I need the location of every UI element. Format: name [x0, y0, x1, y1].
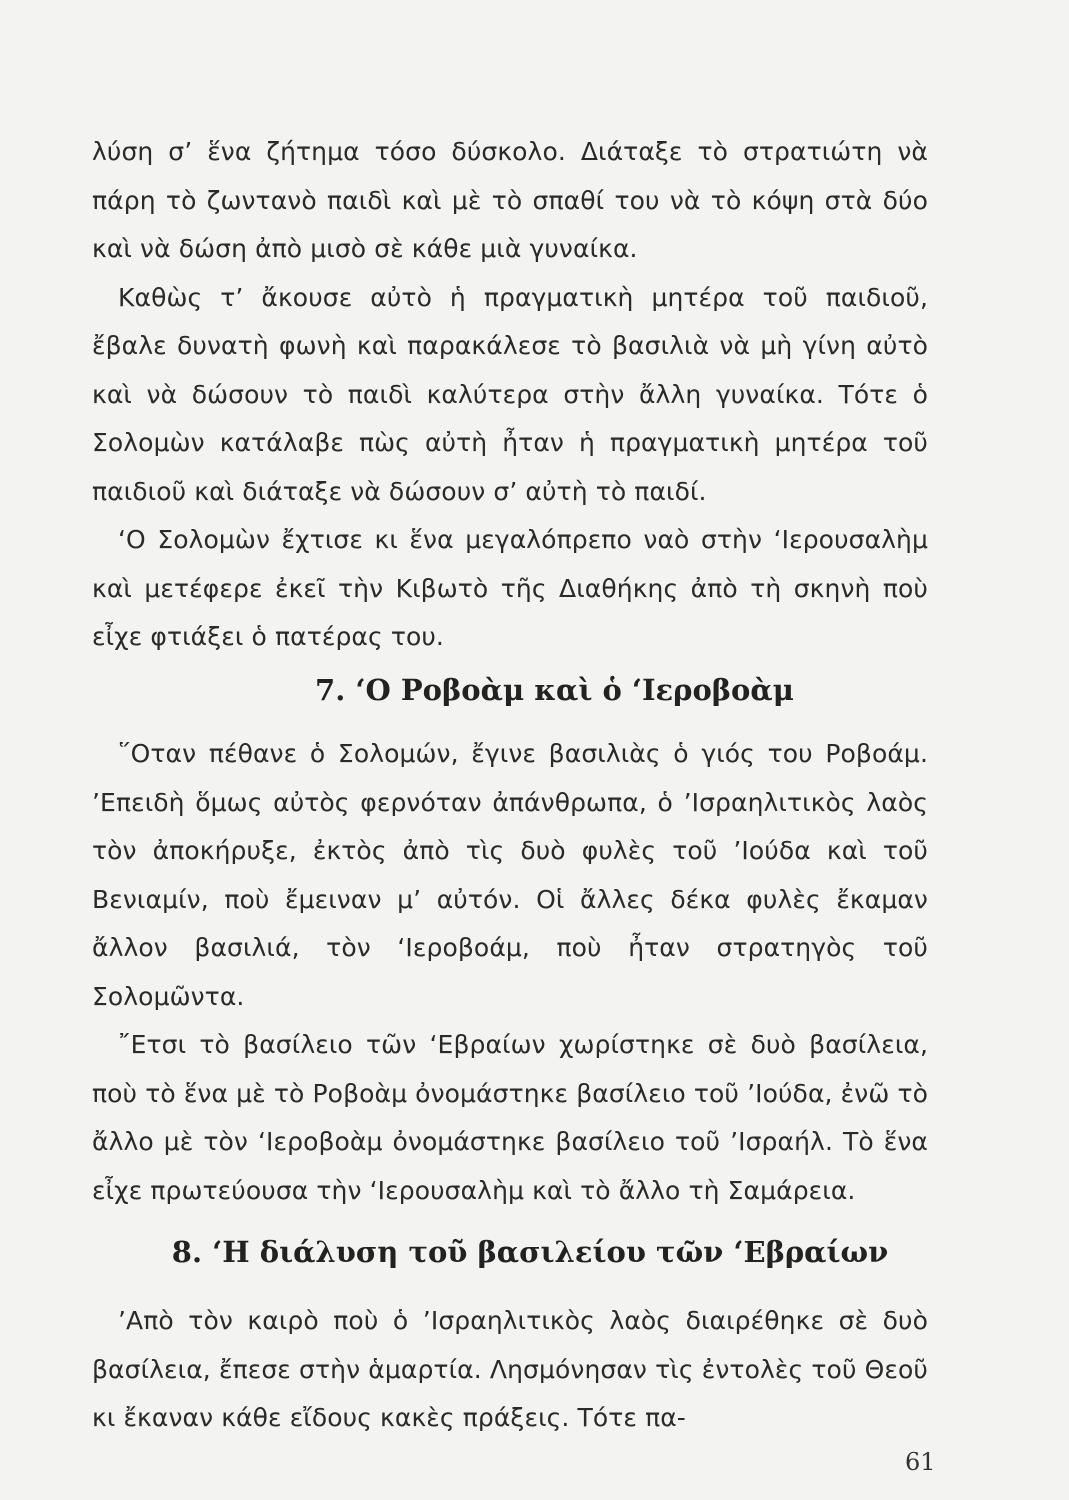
section-heading-7: 7. ‘Ο Ροβοὰμ καὶ ὁ ‘Ιεροβοὰμ — [315, 673, 794, 707]
text-block-bottom — [92, 1297, 928, 1443]
paragraph: ‘Ο Σολομὼν ἔχτισε κι ἕνα μεγαλόπρεπο ναὸ στὴν ‘Ιερουσαλὴμ καὶ μετέφερε ἐκεῖ τὴν Κιβωτὸ τῆς Διαθήκης ἀπὸ τὴ σκηνὴ ποὺ εἶχε φτιάξει ὁ πατέρας του. — [92, 525, 928, 651]
paragraph: Καθὼς τ’ ἄκουσε αὐτὸ ἡ πραγματικὴ μητέρα τοῦ παιδιοῦ, ἔβαλε δυνατὴ φωνὴ καὶ παρακάλεσε τὸ βασιλιὰ νὰ μὴ γίνη αὐτὸ καὶ νὰ δώσουν τὸ παιδὶ καλύτερα στὴν ἄλλη γυναίκα. Τότε ὁ Σολομὼν κατάλαβε πὼς αὐτὴ ἦταν ἡ πραγματικὴ μητέρα τοῦ παιδιοῦ καὶ διάταξε νὰ δώσουν σ’ αὐτὴ τὸ παιδί. — [92, 282, 928, 506]
text-block-middle — [92, 730, 928, 1215]
page-number: 61 — [905, 1448, 936, 1476]
paragraph: ῞Οταν πέθανε ὁ Σολομών, ἔγινε βασιλιὰς ὁ γιός του Ροβοάμ. ’Επειδὴ ὅμως αὐτὸς φερνόταν ἀπάνθρωπα, ὁ ’Ισραηλιτικὸς λαὸς τὸν ἀποκήρυξε, ἐκτὸς ἀπὸ τὶς δυὸ φυλὲς τοῦ ’Ιούδα καὶ τοῦ Βενιαμίν, ποὺ ἔμειναν μ’ αὐτόν. Οἱ ἄλλες δέκα φυλὲς ἔκαμαν ἄλλον βασιλιά, τὸν ‘Ιεροβοάμ, ποὺ ἦταν στρατηγὸς τοῦ Σολομῶντα. — [92, 739, 928, 1011]
section-heading-8: 8. ‘Η διάλυση τοῦ βασιλείου τῶν ‘Εβραίων — [171, 1235, 889, 1269]
paragraph: ῎Ετσι τὸ βασίλειο τῶν ‘Εβραίων χωρίστηκε σὲ δυὸ βασίλεια, ποὺ τὸ ἕνα μὲ τὸ Ροβοὰμ ὀνομάστηκε βασίλειο τοῦ ’Ιούδα, ἐνῶ τὸ ἄλλο μὲ τὸν ‘Ιεροβοὰμ ὀνομάστηκε βασίλειο τοῦ ’Ισραήλ. Τὸ ἕνα εἶχε πρωτεύουσα τὴν ‘Ιερουσαλὴμ καὶ τὸ ἄλλο τὴ Σαμάρεια. — [92, 1030, 928, 1205]
paragraph: λύση σ’ ἕνα ζήτημα τόσο δύσκολο. Διάταξε τὸ στρατιώτη νὰ πάρη τὸ ζωντανὸ παιδὶ καὶ μὲ τὸ σπαθί του νὰ τὸ κόψη στὰ δύο καὶ νὰ δώση ἀπὸ μισὸ σὲ κάθε μιὰ γυναίκα. — [92, 137, 928, 263]
text-block-top — [92, 128, 928, 662]
paragraph: ’Απὸ τὸν καιρὸ ποὺ ὁ ’Ισραηλιτικὸς λαὸς διαιρέθηκε σὲ δυὸ βασίλεια, ἔπεσε στὴν ἁμαρτία. Λησμόνησαν τὶς ἐντολὲς τοῦ Θεοῦ κι ἔκαναν κάθε εἴδους κακὲς πράξεις. Τότε πα- — [92, 1306, 928, 1432]
